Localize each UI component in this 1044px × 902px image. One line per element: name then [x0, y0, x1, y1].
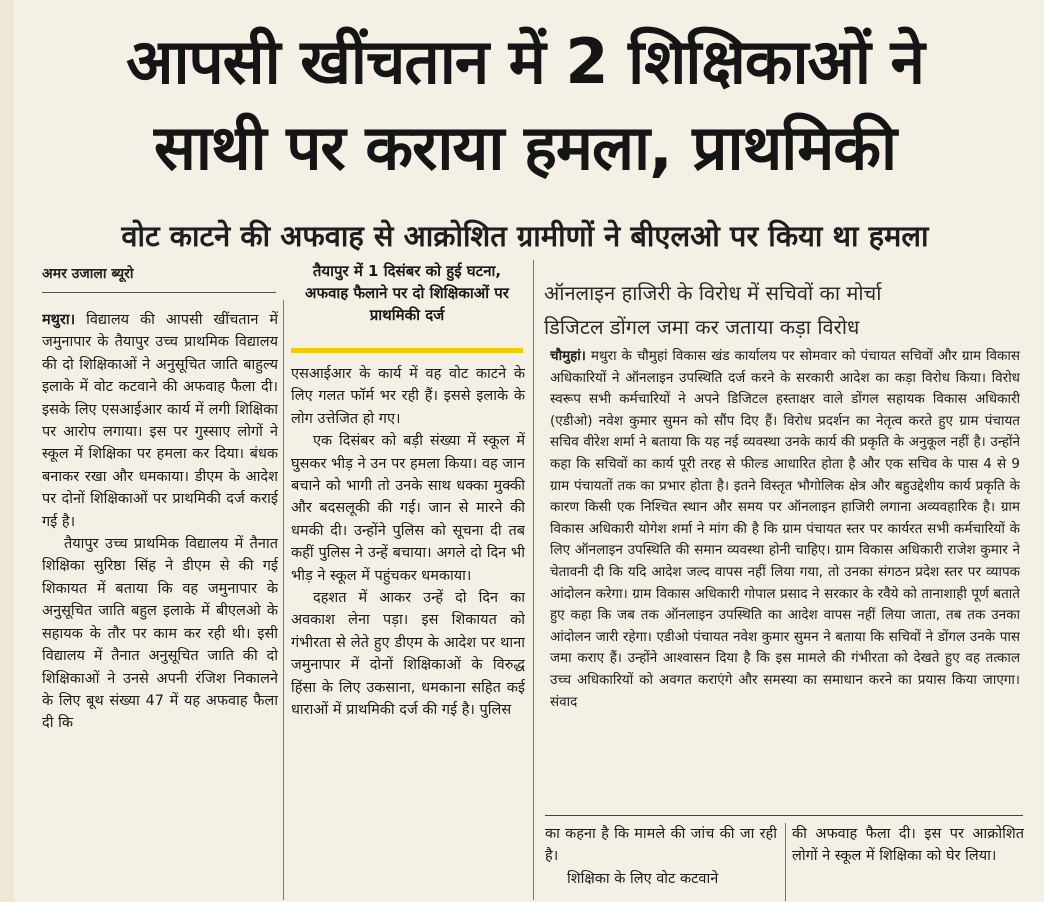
sidebar-credit: संवाद [550, 693, 578, 710]
headline-line-2: साथी पर कराया हमला, प्राथमिकी [153, 111, 897, 184]
story-paragraph: की अफवाह फैला दी। इस पर आक्रोशित लोगों ने स्कूल में शिक्षिका को घेर लिया। [792, 826, 1024, 865]
sidebar-headline-line-2: डिजिटल डोंगल जमा कर जताया कड़ा विरोध [544, 315, 860, 339]
story-paragraph: विद्यालय की आपसी खींचतान में जमुनापार के तैयापुर उच्च प्राथमिक विद्यालय की दो शिक्षिकाओं ने अनुसूचित जाति बाहुल्य इलाके में वोट कटवाने की अफवाह फैला दी। इसके लिए एसआईआर कार्य में लगी शिक्षिका पर आरोप लगाया। इस पर गुस्साए लोगों ने स्कूल में शिक्षिका पर हमला कर दिया। बंधक बनाकर रखा और धमकाया। डीएम के आदेश पर दोनों शिक्षिकाओं पर प्राथमिकी दर्ज कराई गई है। [42, 312, 278, 530]
highlight-accent-bar [291, 348, 523, 353]
byline: अमर उजाला ब्यूरो [42, 266, 134, 282]
sidebar-bottom-rule [545, 815, 1023, 816]
column-divider [785, 823, 786, 901]
dateline: मथुरा। [42, 312, 76, 328]
byline-divider [42, 292, 276, 293]
sidebar-headline-line-1: ऑनलाइन हाजिरी के विरोध में सचिवों का मोर्चा [544, 281, 882, 305]
sidebar-story [550, 346, 1020, 806]
subheadline: वोट काटने की अफवाह से आक्रोशित ग्रामीणों ने बीएलओ पर किया था हमला [121, 219, 929, 253]
sidebar-headline [544, 276, 1014, 344]
headline-line-1: आपसी खींचतान में 2 शिक्षिकाओं ने [126, 25, 924, 98]
story-paragraph: का कहना है कि मामले की जांच की जा रही है। [545, 826, 777, 865]
story-column-4 [792, 823, 1024, 901]
story-paragraph: तैयापुर उच्च प्राथमिक विद्यालय में तैनात शिक्षिका सुरिष्ठा सिंह ने डीएम से की गई शिकायत में बताया कि वह जमुनापार के अनुसूचित जाति बहुल इलाके में बीएलओ के सहायक के तौर पर काम कर रही थी। इसी विद्यालय में तैनात अनुसूचित जाति की दो शिक्षिकाओं ने उनसे अपनी रंजिश निकालने के लिए बूथ संख्या 47 में यह अफवाह फैला दी कि [42, 536, 278, 732]
sidebar-dateline: चौमुहां। [550, 348, 586, 364]
column-divider [533, 260, 534, 900]
story-column-2 [291, 363, 525, 899]
sidebar-paragraph: मथुरा के चौमुहां विकास खंड कार्यालय पर सोमवार को पंचायत सचिवों और ग्राम विकास अधिकारियों ने ऑनलाइन उपस्थिति दर्ज करने के सरकारी आदेश का कड़ा विरोध किया। विरोध स्वरूप सभी कर्मचारियों ने अपने डिजिटल हस्ताक्षर वाले डोंगल सहायक विकास अधिकारी (एडीओ) नवेश कुमार सुमन को सौंप दिए हैं। विरोध प्रदर्शन का नेतृत्व करते हुए ग्राम पंचायत सचिव वीरेश शर्मा ने बताया कि यह नई व्यवस्था उनके कार्य की प्रकृति के अनुकूल नहीं है। उन्होंने कहा कि सचिवों का कार्य पूरी तरह से फील्ड आधारित होता है और एक सचिव के पास 4 से 9 ग्राम पंचायतों तक का प्रभार होता है। इतने विस्तृत भौगोलिक क्षेत्र और बहुउद्देशीय कार्य प्रकृति के कारण किसी एक निश्चित स्थान और समय पर ऑनलाइन हाजिरी लगाना अव्यवहारिक है। ग्राम विकास अधिकारी योगेश शर्मा ने मांग की है कि ग्राम पंचायत स्तर पर कार्यरत सभी कर्मचारियों के लिए ऑनलाइन उपस्थिति की समान व्यवस्था होनी चाहिए। ग्राम विकास अधिकारी राजेश कुमार ने चेतावनी दी कि यदि आदेश जल्द वापस नहीं लिया गया, तो उनका संगठन प्रदेश स्तर पर व्यापक आंदोलन करेगा। ग्राम विकास अधिकारी गोपाल प्रसाद ने सरकार के रवैये को तानाशाही पूर्ण बताते हुए कहा कि जब तक ऑनलाइन उपस्थिति का आदेश वापस नहीं लिया जाता, तब तक उनका आंदोलन जारी रहेगा। एडीओ पंचायत नवेश कुमार सुमन ने बताया कि सचिवों ने डोंगल उनके पास जमा कराए हैं। उन्होंने आश्वासन दिया है कि इस मामले की गंभीरता को देखते हुए वह तत्काल उच्च अधिकारियों को अवगत कराएंगे और समस्या का समाधान करने का प्रयास किया जाएगा। [550, 348, 1020, 688]
story-column-3 [545, 823, 777, 901]
column-divider [283, 300, 284, 900]
page-margin [0, 0, 14, 902]
story-paragraph: दहशत में आकर उन्हें दो दिन का अवकाश लेना पड़ा। इस शिकायत को गंभीरता से लेते हुए डीएम के आदेश पर थाना जमुनापार में दोनों शिक्षिकाओं के विरुद्ध हिंसा के लिए उकसाना, धमकाना सहित कई धाराओं में प्राथमिकी दर्ज की गई है। पुलिस [291, 590, 525, 719]
story-paragraph: शिक्षिका के लिए वोट कटवाने [567, 870, 719, 887]
story-column-1 [42, 309, 278, 899]
story-paragraph: एक दिसंबर को बड़ी संख्या में स्कूल में घुसकर भीड़ ने उन पर हमला किया। वह जान बचाने को भागी तो उनके साथ धक्का मुक्की और बदसलूकी की गई। जान से मारने की धमकी दी। उन्होंने पुलिस को सूचना दी तब कहीं पुलिस ने उन्हें बचाया। अगले दो दिन भी भीड़ ने स्कूल में पहुंचकर धमकाया। [291, 433, 525, 584]
highlight-box-headline: तैयापुर में 1 दिसंबर को हुई घटना, अफवाह फैलाने पर दो शिक्षिकाओं पर प्राथमिकी दर्ज [305, 262, 509, 324]
story-paragraph: एसआईआर के कार्य में वह वोट काटने के लिए गलत फॉर्म भर रही हैं। इससे इलाके के लोग उत्तेजित हो गए। [291, 366, 525, 427]
